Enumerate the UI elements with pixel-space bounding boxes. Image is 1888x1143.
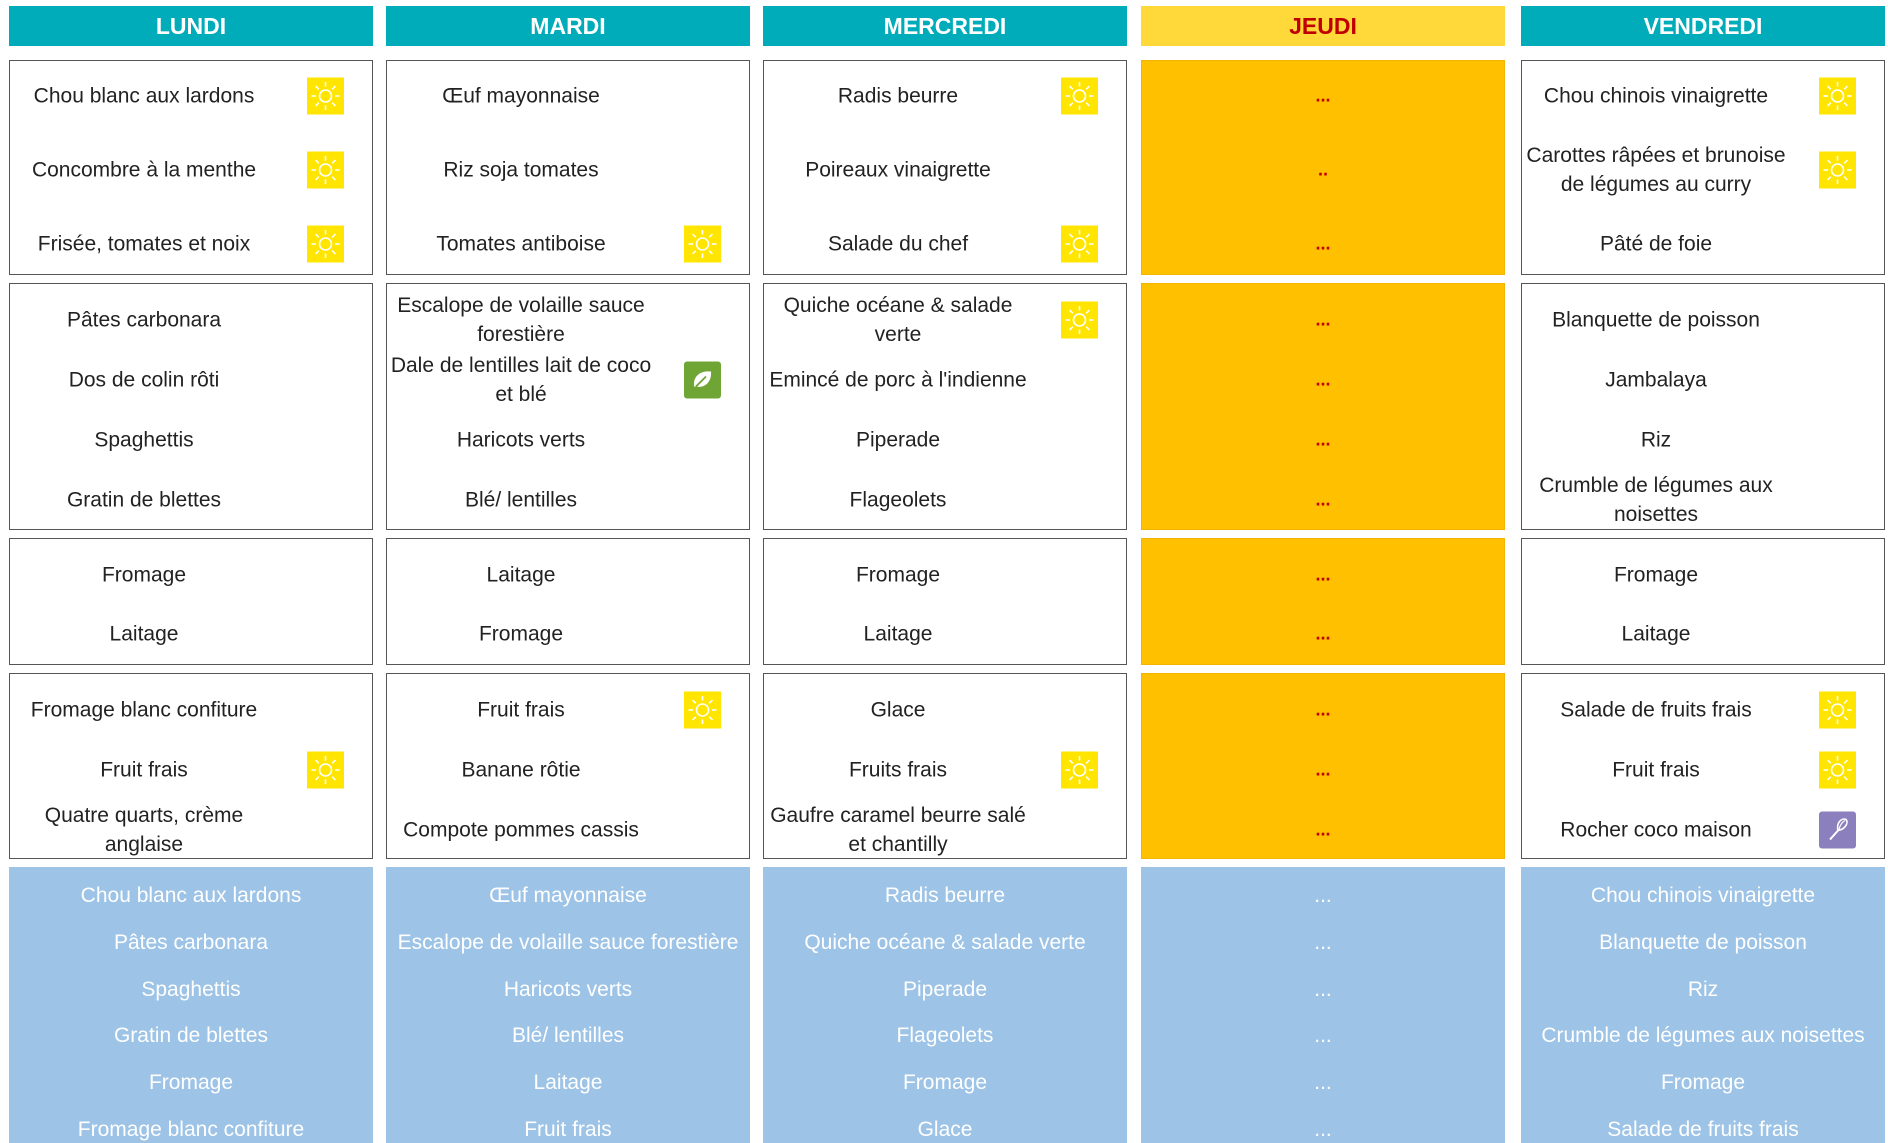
menu-item: Frisée, tomates et noix (37, 232, 251, 256)
summary-item: Gratin de blettes (113, 1024, 269, 1047)
menu-item: Pâtes carbonara (66, 308, 222, 332)
summary-item: Blé/ lentilles (511, 1024, 625, 1047)
summary-item: Spaghettis (141, 978, 241, 1001)
menu-item: Blanquette de poisson (1552, 308, 1760, 332)
day-header: VENDREDI (1521, 6, 1885, 46)
menu-item: ... (1315, 759, 1331, 780)
summary-item: ... (1314, 1071, 1332, 1094)
menu-item: Laitage (1621, 622, 1691, 646)
menu-item: Escalope de volaille sauce forestière (397, 294, 645, 346)
menu-item: ... (1315, 85, 1331, 106)
sun-icon (1061, 752, 1098, 789)
menu-item: Quatre quarts, crème anglaise (44, 804, 244, 856)
sun-icon (684, 692, 721, 729)
menu-item: .. (1317, 159, 1328, 180)
menu-item: ... (1315, 489, 1331, 510)
summary-item: Pâtes carbonara (113, 931, 269, 954)
menu-item: ... (1315, 369, 1331, 390)
summary-item: Escalope de volaille sauce forestière (397, 931, 739, 954)
menu-item: Fruit frais (477, 698, 565, 722)
menu-item: Carottes râpées et brunoise de légumes au curry (1526, 144, 1786, 196)
menu-item: Salade du chef (827, 232, 969, 256)
summary-item: Fromage blanc confiture (77, 1118, 305, 1141)
menu-item: ... (1315, 309, 1331, 330)
summary-item: Fruit frais (524, 1118, 612, 1141)
menu-item: Dos de colin rôti (68, 368, 220, 392)
sun-icon (307, 752, 344, 789)
summary-item: Riz (1687, 978, 1719, 1001)
menu-item: Gaufre caramel beurre salé et chantilly (770, 804, 1026, 856)
day-header: MARDI (386, 6, 750, 46)
menu-item: Piperade (855, 428, 941, 452)
menu-item: ... (1315, 699, 1331, 720)
menu-item: Salade de fruits frais (1560, 698, 1752, 722)
menu-item: Glace (870, 698, 926, 722)
menu-item: Chou chinois vinaigrette (1543, 84, 1769, 108)
menu-item: Dale de lentilles lait de coco et blé (390, 354, 652, 406)
menu-item: Banane rôtie (461, 758, 581, 782)
menu-item: Riz (1640, 428, 1672, 452)
sun-icon (1061, 226, 1098, 263)
day-column-vendredi (1521, 6, 1885, 1143)
sun-icon (1819, 752, 1856, 789)
summary-item: Quiche océane & salade verte (804, 931, 1086, 954)
sun-icon (1819, 692, 1856, 729)
sun-icon (1061, 302, 1098, 339)
summary-item: Fromage (148, 1071, 234, 1094)
summary-item: Chou blanc aux lardons (80, 884, 302, 907)
menu-item: Compote pommes cassis (403, 818, 639, 842)
menu-item: Laitage (109, 622, 179, 646)
menu-item: Fruit frais (1612, 758, 1700, 782)
menu-item: ... (1315, 233, 1331, 254)
menu-item: ... (1315, 564, 1331, 585)
day-column-mercredi (763, 6, 1127, 1143)
summary-item: Salade de fruits frais (1607, 1118, 1799, 1141)
menu-item: Tomates antiboise (436, 232, 606, 256)
sun-icon (1819, 152, 1856, 189)
summary-item: Laitage (533, 1071, 603, 1094)
menu-item: Emincé de porc à l'indienne (769, 368, 1027, 392)
menu-item: Fromage (855, 563, 941, 587)
summary-item: Piperade (902, 978, 988, 1001)
menu-item: Concombre à la menthe (31, 158, 257, 182)
menu-item: Flageolets (849, 488, 947, 512)
day-column-lundi (9, 6, 373, 1143)
menu-item: Pâté de foie (1599, 232, 1713, 256)
summary-item: ... (1314, 1024, 1332, 1047)
summary-item: Chou chinois vinaigrette (1590, 884, 1816, 907)
summary-item: ... (1314, 884, 1332, 907)
day-header: LUNDI (9, 6, 373, 46)
sun-icon (684, 226, 721, 263)
sun-icon (1819, 78, 1856, 115)
day-column-mardi (386, 6, 750, 1143)
menu-item: Quiche océane & salade verte (783, 294, 1013, 346)
menu-item: Poireaux vinaigrette (805, 158, 991, 182)
day-header: MERCREDI (763, 6, 1127, 46)
summary-item: Flageolets (896, 1024, 994, 1047)
menu-item: ... (1315, 623, 1331, 644)
menu-item: Fromage (1613, 563, 1699, 587)
day-column-jeudi (1141, 6, 1505, 1143)
sun-icon (307, 78, 344, 115)
summary-item: ... (1314, 931, 1332, 954)
sun-icon (1061, 78, 1098, 115)
menu-item: Spaghettis (94, 428, 194, 452)
menu-item: Fromage (101, 563, 187, 587)
summary-item: Crumble de légumes aux noisettes (1541, 1024, 1865, 1047)
menu-item: Laitage (486, 563, 556, 587)
summary-item: Blanquette de poisson (1599, 931, 1807, 954)
menu-item: Riz soja tomates (443, 158, 599, 182)
summary-item: Haricots verts (503, 978, 633, 1001)
menu-item: Fruits frais (848, 758, 947, 782)
summary-item: Fromage (1660, 1071, 1746, 1094)
day-header: JEUDI (1141, 6, 1505, 46)
menu-item: ... (1315, 429, 1331, 450)
menu-item: Crumble de légumes aux noisettes (1539, 474, 1773, 526)
summary-item: Glace (917, 1118, 973, 1141)
vegetarian-leaf-icon (684, 362, 721, 399)
menu-item: Jambalaya (1605, 368, 1707, 392)
menu-item: Fromage (478, 622, 564, 646)
summary-item: ... (1314, 1118, 1332, 1141)
summary-item: Radis beurre (884, 884, 1006, 907)
menu-item: Fruit frais (100, 758, 188, 782)
menu-item: Fromage blanc confiture (30, 698, 258, 722)
menu-item: ... (1315, 819, 1331, 840)
summary-item: Œuf mayonnaise (489, 884, 647, 907)
menu-item: Œuf mayonnaise (442, 84, 600, 108)
sun-icon (307, 152, 344, 189)
menu-item: Blé/ lentilles (464, 488, 578, 512)
menu-item: Radis beurre (837, 84, 959, 108)
homemade-whisk-icon (1819, 812, 1856, 849)
sun-icon (307, 226, 344, 263)
menu-item: Laitage (863, 622, 933, 646)
menu-item: Rocher coco maison (1560, 818, 1752, 842)
menu-item: Gratin de blettes (66, 488, 222, 512)
menu-item: Chou blanc aux lardons (33, 84, 255, 108)
menu-item: Haricots verts (456, 428, 586, 452)
summary-item: ... (1314, 978, 1332, 1001)
summary-item: Fromage (902, 1071, 988, 1094)
